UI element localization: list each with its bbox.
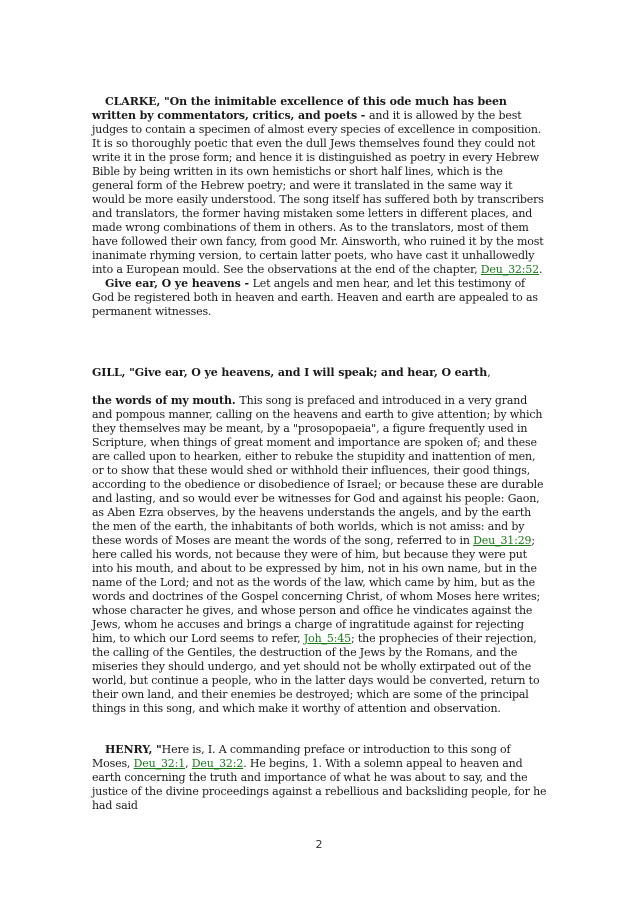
henry-ref-link-1[interactable]: Deu_32:1: [133, 757, 186, 770]
gill-paragraph: [92, 394, 547, 716]
clarke-text: and it is allowed by the best judges to contain a specimen of almost every species of excellence in composition. It is so thoroughly poetic that even the dull Jews themselves found they could not write it in the prose form; and hence it is distinguished as poetry in every Hebrew Bible by being written in its own hemistichs or short half lines, which is the general form of the Hebrew poetry; and were it translated in the same way it would be more easily understood. The song itself has suffered both by transcribers and translators, the former having mistaken some letters in different places, and made wrong combinations of them in others. As to the translators, most of them have followed their own fancy, from good Mr. Ainsworth, who ruined it by the most inanimate rhyming version, to certain latter poets, who have cast it unhallowedly into a European mould. See the observations at the end of the chapter,: [92, 109, 544, 276]
gill-ref-link-1[interactable]: Deu_31:29: [473, 534, 532, 547]
page-number: 2: [315, 838, 323, 851]
clarke-sub-text: Let angels and men hear, and let this testimony of God be registered both in heaven and earth. Heaven and earth are appealed to as permanent witnesses.: [92, 277, 538, 318]
henry-sep: ,: [185, 757, 192, 770]
henry-ref-link-2[interactable]: Deu_32:2: [191, 757, 244, 770]
gill-heading-text: GILL, "Give ear, O ye heavens, and I will speak; and hear, O earth: [92, 366, 488, 379]
gill-text-3: ; the prophecies of their rejection, the calling of the Gentiles, the destruction of the Jews by the Romans, and the miseries they should undergo, and yet should not be wholly extirpated out of the world, but continue a people, who in the latter days would be converted, return to their own land, and their enemies be destroyed; which are some of the principal things in this song, and which make it worthy of attention and observation.: [92, 632, 540, 715]
document-body: [92, 95, 547, 813]
clarke-ref-link[interactable]: Deu_32:52: [480, 263, 540, 276]
gill-heading-comma: ,: [487, 366, 491, 379]
clarke-sub-lead: Give ear, O ye heavens -: [105, 277, 253, 290]
gill-text-2: ; here called his words, not because they were of him, but because they were put into his mouth, and about to be expressed by him, not in his own name, but in the name of the Lord; and not as the words of the law, which came by him, but as the words and doctrines of the Gospel concerning Christ, of whom Moses here writes; whose character he gives, and whose person and office he vindicates against the Jews, whom he accuses and brings a charge of ingratitude against for rejecting him, to which our Lord seems to refer,: [92, 534, 541, 645]
gill-spacer: [92, 380, 547, 394]
henry-paragraph: [92, 743, 547, 813]
henry-text-2: . He begins, 1. With a solemn appeal to heaven and earth concerning the truth and importance of what he was about to say, and the justice of the divine proceedings against a rebellious and backsliding people, for he had said: [92, 757, 547, 812]
gill-text-1: This song is prefaced and introduced in a very grand and pompous manner, calling on the heavens and earth to give attention; by which they themselves may be meant, by a "prosopopaeia", a figure frequently used in Scripture, when things of great moment and importance are spoken of; and these are called upon to hearken, either to rebuke the stupidity and inattention of men, or to show that these would shed or withhold their influences, their good things, according to the obedience or disobedience of Israel; or because these are durable and lasting, and so would ever be witnesses for God and against his people: Gaon, as Aben Ezra observes, by the heavens understands the angels, and by the earth the men of the earth, the inhabitants of both worlds, which is not amiss: and by these words of Moses are meant the words of the song, referred to in: [92, 394, 544, 547]
clarke-end: .: [539, 263, 543, 276]
clarke-subparagraph: [92, 277, 547, 319]
henry-spacer: [92, 716, 547, 743]
henry-lead: HENRY, ": [105, 743, 162, 756]
gill-lead: the words of my mouth.: [92, 394, 240, 407]
gill-ref-link-2[interactable]: Joh_5:45: [303, 632, 351, 645]
clarke-lead: CLARKE, "On the inimitable excellence of this ode much has been written by commentators, critics, and poets -: [92, 95, 507, 122]
henry-text-1: Here is, I. A commanding preface or introduction to this song of Moses,: [92, 743, 511, 770]
gill-heading: [92, 366, 547, 380]
clarke-paragraph: [92, 95, 547, 277]
section-spacer: [92, 319, 547, 366]
